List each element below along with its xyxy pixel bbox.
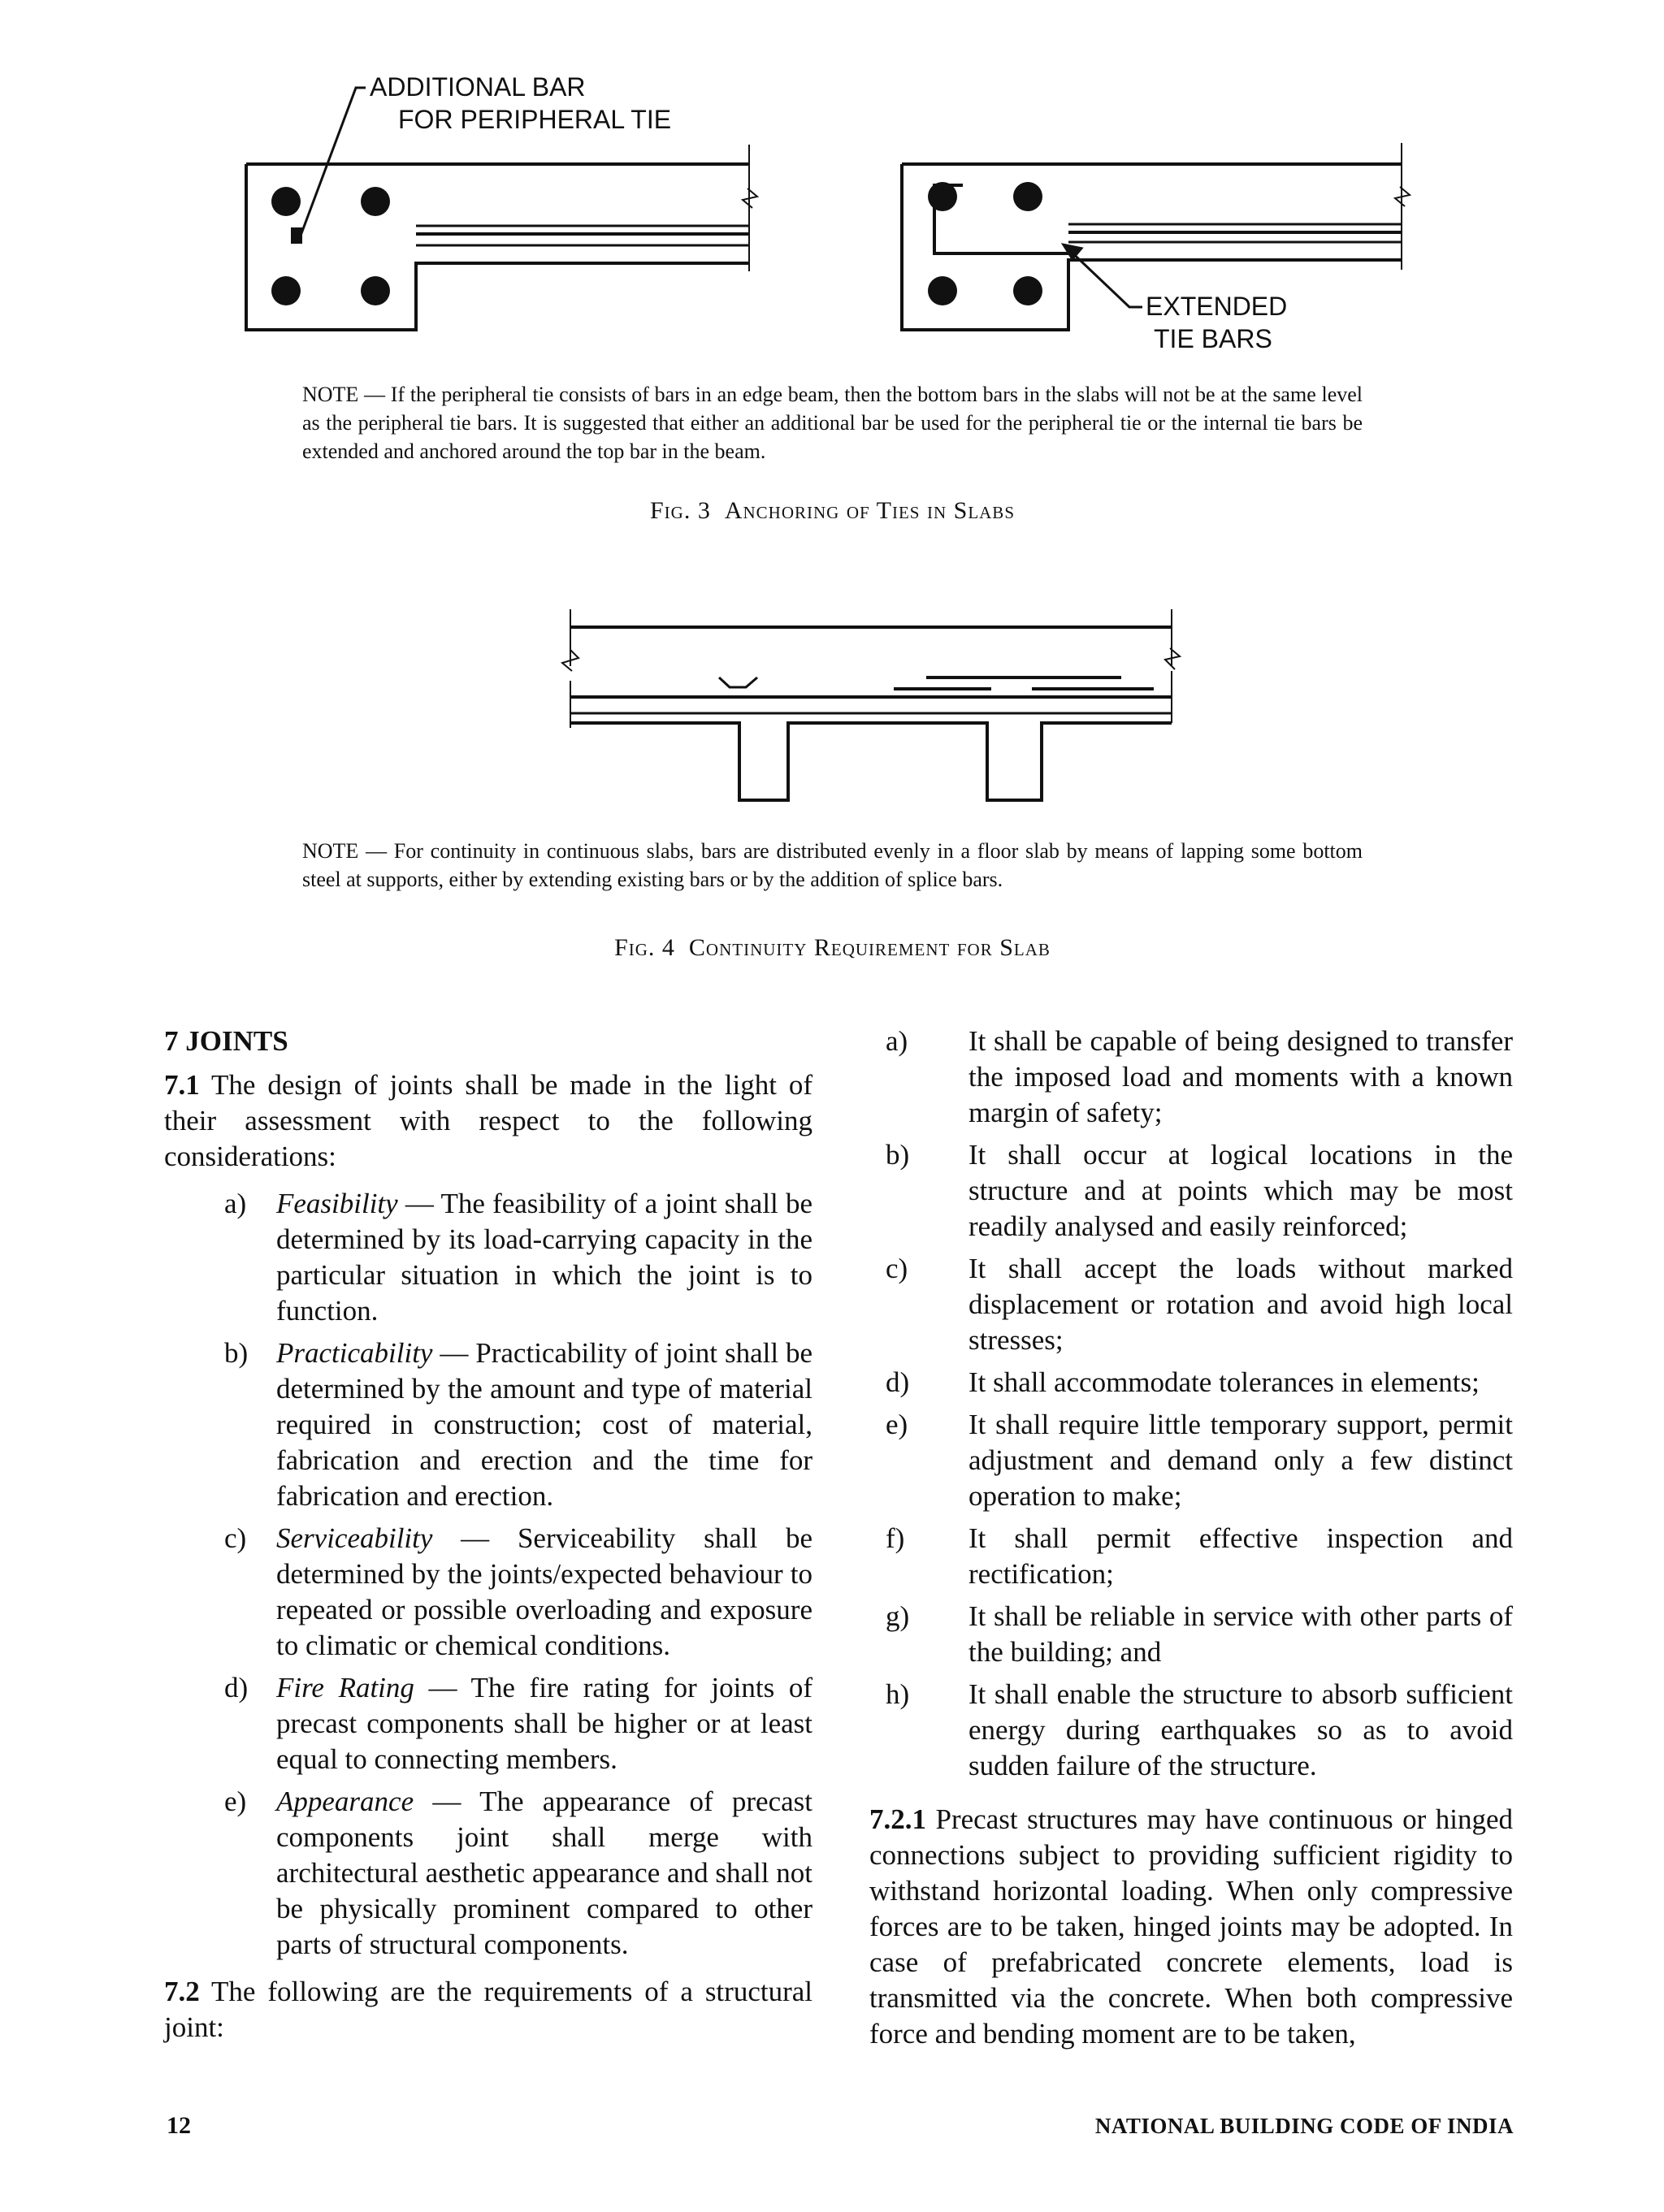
consideration-item	[224, 1670, 813, 1777]
consideration-term: Practicability	[276, 1337, 433, 1369]
requirement-text: It shall be reliable in service with other parts of the building; and	[968, 1600, 1513, 1668]
requirement-text: It shall enable the structure to absorb sufficient energy during earthquakes so as to avoid sudden failure of the structure.	[968, 1678, 1513, 1781]
fig3-right-bar-top-2	[1013, 182, 1042, 211]
fig3-label-extended-2: TIE BARS	[1154, 324, 1272, 353]
fig4-bar-hook-left	[719, 677, 757, 687]
fig3-label-extended-1: EXTENDED	[1146, 292, 1288, 321]
fig3-left-section-outline	[246, 164, 749, 330]
consideration-term: Feasibility	[276, 1188, 398, 1219]
requirement-label: b)	[886, 1139, 910, 1171]
consideration-text: — Practicability of joint shall be determined by the amount and type of material required in construction; cost of material, fabrication and erection and the time for fabrication and erection.	[276, 1337, 812, 1512]
requirement-item	[886, 1677, 1513, 1784]
fig3-right-bar-bottom-1	[928, 276, 957, 305]
requirement-text: It shall accept the loads without marked displacement or rotation and avoid high local stresses;	[968, 1253, 1513, 1356]
requirement-label: h)	[886, 1678, 910, 1710]
requirement-item	[886, 1251, 1513, 1358]
consideration-text: — The feasibility of a joint shall be determined by its load-carrying capacity in the particular situation in which the joint is to function.	[276, 1188, 812, 1327]
consideration-item	[224, 1335, 812, 1514]
consideration-label: b)	[224, 1337, 249, 1369]
requirement-label: e)	[886, 1409, 908, 1440]
paragraph-7-2-1-number: 7.2.1	[869, 1803, 926, 1835]
fig4-caption	[302, 934, 1363, 962]
fig3-right-bar-bottom-2	[1013, 276, 1042, 305]
requirement-item	[886, 1365, 1513, 1400]
requirement-text: It shall accommodate tolerances in elements;	[968, 1366, 1480, 1398]
fig3-note-text: NOTE — If the peripheral tie consists of bars in an edge beam, then the bottom bars in the slabs will not be at the same level as the peripheral tie bars. It is suggested that either an additional bar be used for the peripheral tie or the internal tie bars be extended and anchored around the top bar in the beam.	[302, 383, 1363, 463]
requirement-text: It shall occur at logical locations in the structure and at points which may be most readily analysed and easily reinforced;	[968, 1139, 1513, 1242]
consideration-term: Appearance	[276, 1786, 414, 1817]
fig4-caption-title: Continuity Requirement for Slab	[688, 934, 1051, 961]
fig3-left-bar-bottom-1	[271, 276, 301, 305]
consideration-item	[224, 1186, 812, 1329]
fig3-caption-title: Anchoring of Ties in Slabs	[724, 497, 1015, 524]
requirement-text: It shall permit effective inspection and rectification;	[968, 1522, 1513, 1590]
consideration-label: e)	[224, 1786, 247, 1817]
figure-3-diagram	[236, 57, 1438, 366]
fig3-label-additional-2: FOR PERIPHERAL TIE	[398, 105, 672, 134]
figure-4-diagram	[552, 601, 1202, 812]
requirement-item	[886, 1407, 1513, 1514]
consideration-term: Fire Rating	[276, 1672, 414, 1703]
requirements-list	[869, 1024, 1513, 1784]
consideration-text: — Serviceability shall be determined by the joints/expected behaviour to repeated or possible overloading and exposure to climatic or chemical conditions.	[276, 1522, 812, 1661]
paragraph-7-2-number: 7.2	[164, 1976, 200, 2007]
fig3-caption-prefix: Fig. 3	[650, 497, 711, 524]
paragraph-7-1	[164, 1067, 812, 1175]
fig3-note	[302, 380, 1363, 465]
consideration-label: d)	[224, 1672, 249, 1703]
considerations-list	[164, 1186, 812, 1963]
consideration-item	[224, 1521, 812, 1664]
requirement-label: a)	[886, 1025, 908, 1057]
fig3-label-additional-1: ADDITIONAL BAR	[370, 72, 586, 102]
section-heading: 7 JOINTS	[164, 1025, 288, 1057]
requirement-item	[886, 1599, 1513, 1670]
fig3-right-bar-top-1	[928, 182, 957, 211]
fig3-leader-additional-bar	[301, 88, 366, 236]
requirement-label: c)	[886, 1253, 908, 1284]
page-number: 12	[167, 2112, 191, 2139]
requirement-label: f)	[886, 1522, 905, 1554]
fig4-caption-prefix: Fig. 4	[614, 934, 675, 961]
requirement-item	[886, 1521, 1513, 1592]
consideration-item	[224, 1784, 812, 1963]
publication-title: NATIONAL BUILDING CODE OF INDIA	[1094, 2114, 1514, 2138]
consideration-label: c)	[224, 1522, 247, 1554]
requirement-label: d)	[886, 1366, 910, 1398]
right-column	[869, 1024, 1513, 2063]
left-column	[164, 1024, 812, 2057]
requirement-item	[886, 1024, 1513, 1131]
consideration-text: — The appearance of precast components joint shall merge with architectural aesthetic appearance and shall not be physically prominent compared to other parts of structural components.	[276, 1786, 812, 1960]
fig4-note	[302, 837, 1363, 894]
fig3-left-bar-top-1	[271, 187, 301, 216]
paragraph-7-2-1-text: Precast structures may have continuous or hinged connections subject to providing sufficient rigidity to withstand horizontal loading. When only compressive forces are to be taken, hinged joints may be adopted. In case of prefabricated concrete elements, load is transmitted via the concrete. When both compressive force and bending moment are to be taken,	[869, 1803, 1514, 2050]
fig3-caption	[302, 497, 1363, 525]
fig3-left-bar-bottom-2	[361, 276, 390, 305]
requirement-label: g)	[886, 1600, 910, 1632]
consideration-text: — The fire rating for joints of precast components shall be higher or at least equal to connecting members.	[276, 1672, 813, 1775]
paragraph-7-2	[164, 1974, 812, 2045]
fig4-note-text: NOTE — For continuity in continuous slabs, bars are distributed evenly in a floor slab by means of lapping some bottom steel at supports, either by extending existing bars or by the addition of splice bars.	[302, 839, 1363, 891]
requirement-text: It shall require little temporary support, permit adjustment and demand only a few distinct operation to make;	[968, 1409, 1513, 1512]
requirement-text: It shall be capable of being designed to transfer the imposed load and moments with a known margin of safety;	[968, 1025, 1513, 1128]
paragraph-7-2-1	[869, 1802, 1513, 2052]
fig3-left-bar-top-2	[361, 187, 390, 216]
paragraph-7-1-text: The design of joints shall be made in the light of their assessment with respect to the following considerations:	[164, 1069, 813, 1172]
requirement-item	[886, 1137, 1513, 1245]
paragraph-7-1-number: 7.1	[164, 1069, 200, 1101]
paragraph-7-2-text: The following are the requirements of a structural joint:	[164, 1976, 812, 2043]
consideration-term: Serviceability	[276, 1522, 433, 1554]
fig3-additional-bar	[291, 227, 302, 244]
consideration-label: a)	[224, 1188, 247, 1219]
